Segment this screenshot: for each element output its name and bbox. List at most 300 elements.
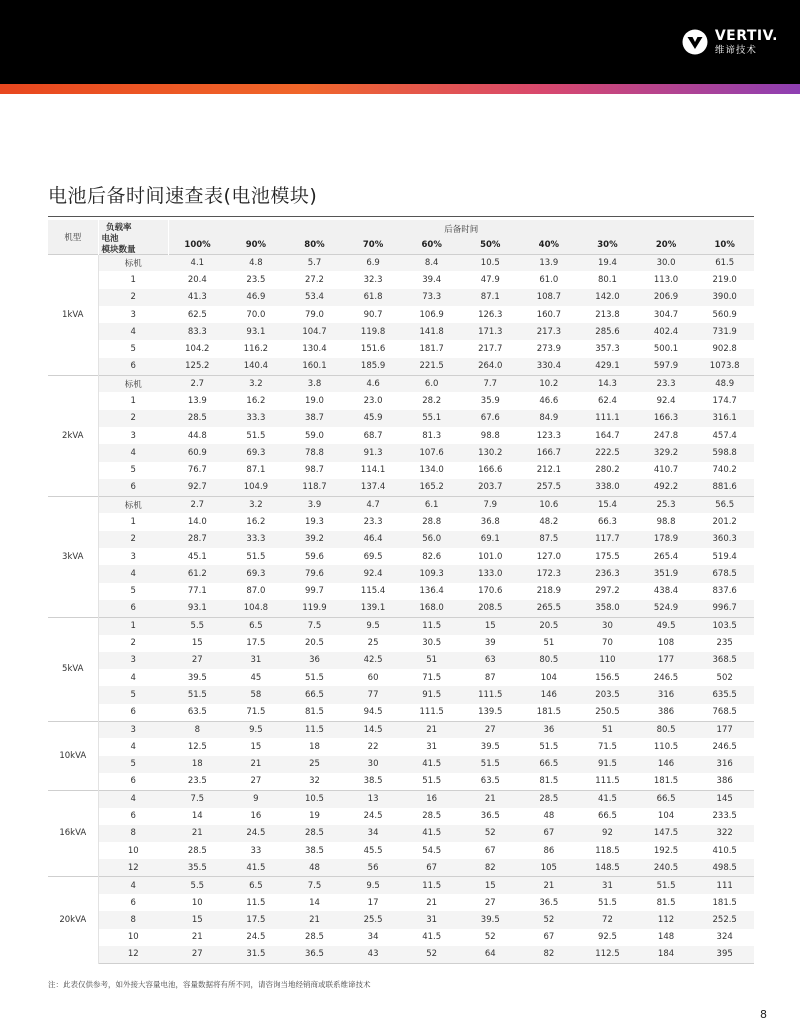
backup-time-cell: 598.8 xyxy=(695,444,754,461)
backup-time-cell: 4.6 xyxy=(344,375,403,392)
model-cell: 2kVA xyxy=(48,375,98,496)
backup-time-cell: 73.3 xyxy=(402,289,461,306)
backup-time-cell: 125.2 xyxy=(168,358,227,375)
title-divider xyxy=(48,216,754,217)
backup-time-cell: 24.5 xyxy=(246,932,266,943)
backup-time-cell: 51.5 xyxy=(422,776,442,787)
module-count-cell: 8 xyxy=(98,825,168,842)
backup-time-cell: 10.6 xyxy=(520,496,579,513)
backup-time-cell: 104.8 xyxy=(227,600,286,617)
table-row xyxy=(48,565,754,582)
backup-time-cell: 5.5 xyxy=(168,617,227,634)
backup-time-cell: 146 xyxy=(637,756,696,773)
backup-time-cell: 20.5 xyxy=(520,617,579,634)
backup-time-cell: 41.5 xyxy=(227,859,286,876)
backup-time-cell: 246.5 xyxy=(712,741,737,752)
backup-time-cell: 386 xyxy=(716,776,733,787)
backup-time-cell: 71.5 xyxy=(597,741,617,752)
backup-time-cell: 9.5 xyxy=(344,877,403,894)
backup-time-cell: 15 xyxy=(250,741,262,752)
backup-time-cell: 32.3 xyxy=(363,274,383,285)
backup-time-cell: 111.5 xyxy=(419,707,444,718)
backup-time-cell: 492.2 xyxy=(637,479,696,496)
table-row xyxy=(48,842,754,859)
backup-time-cell: 240.5 xyxy=(637,859,696,876)
backup-time-cell: 51.5 xyxy=(597,897,617,908)
header-accent-bar xyxy=(0,84,800,94)
module-count-cell: 6 xyxy=(98,600,168,617)
backup-time-cell: 17.5 xyxy=(246,638,266,649)
backup-time-cell: 233.5 xyxy=(712,811,737,822)
backup-time-cell: 107.6 xyxy=(402,444,461,461)
corner-header xyxy=(98,220,168,254)
backup-time-cell: 108 xyxy=(657,638,675,649)
backup-time-cell: 82 xyxy=(461,859,520,876)
backup-time-cell: 438.4 xyxy=(653,586,679,597)
backup-time-cell: 7.7 xyxy=(461,375,520,392)
backup-time-cell: 104.7 xyxy=(285,323,344,340)
backup-time-cell: 192.5 xyxy=(653,845,679,856)
backup-time-cell: 130.2 xyxy=(461,444,520,461)
backup-time-cell: 13 xyxy=(344,790,403,807)
backup-time-cell: 280.2 xyxy=(595,465,620,476)
backup-time-cell: 386 xyxy=(657,707,675,718)
backup-time-cell: 174.7 xyxy=(712,396,737,407)
backup-time-cell: 106.9 xyxy=(419,309,444,320)
backup-time-cell: 246.5 xyxy=(653,672,679,683)
backup-time-cell: 93.1 xyxy=(227,323,286,340)
backup-time-cell: 92.5 xyxy=(597,932,617,943)
vertiv-logo xyxy=(682,27,778,57)
backup-time-cell: 597.9 xyxy=(637,358,696,375)
table-row xyxy=(48,911,754,928)
backup-time-cell: 81.5 xyxy=(539,776,559,787)
module-count-cell: 5 xyxy=(130,465,136,476)
backup-time-cell: 38.5 xyxy=(363,776,383,787)
module-count-cell: 3 xyxy=(130,309,136,320)
backup-time-cell: 137.4 xyxy=(344,479,403,496)
module-count-cell: 12 xyxy=(98,859,168,876)
backup-time-cell: 740.2 xyxy=(712,465,737,476)
backup-time-cell: 14.5 xyxy=(344,721,403,738)
backup-time-cell: 63 xyxy=(461,652,520,669)
backup-time-cell: 67 xyxy=(543,932,555,943)
table-row xyxy=(48,652,754,669)
backup-time-cell: 3.8 xyxy=(285,375,344,392)
backup-time-cell: 11.5 xyxy=(402,617,461,634)
backup-time-cell: 63.5 xyxy=(187,707,207,718)
backup-time-cell: 46.9 xyxy=(227,289,286,306)
backup-time-cell: 112 xyxy=(637,911,696,928)
backup-time-cell: 3.2 xyxy=(227,496,286,513)
backup-time-cell: 28.7 xyxy=(168,531,227,548)
backup-time-cell: 13.9 xyxy=(520,254,579,271)
load-level-header: 20% xyxy=(637,237,696,254)
backup-time-cell: 45 xyxy=(250,672,262,683)
backup-time-cell: 59.0 xyxy=(305,430,324,441)
backup-time-cell: 48.9 xyxy=(695,375,754,392)
backup-time-cell: 51.5 xyxy=(168,686,227,703)
backup-time-cell: 560.9 xyxy=(712,309,737,320)
backup-time-cell: 56 xyxy=(344,859,403,876)
backup-time-cell: 768.5 xyxy=(712,707,737,718)
backup-time-cell: 31 xyxy=(578,877,637,894)
backup-time-cell: 104.2 xyxy=(185,344,210,355)
backup-time-cell: 87.5 xyxy=(520,531,579,548)
model-cell: 16kVA xyxy=(48,790,98,876)
backup-time-cell: 67 xyxy=(484,845,496,856)
backup-time-cell: 10 xyxy=(191,897,203,908)
backup-time-cell: 21 xyxy=(168,825,227,842)
backup-time-cell: 53.4 xyxy=(285,289,344,306)
backup-time-cell: 113.0 xyxy=(653,274,679,285)
backup-time-cell: 181.7 xyxy=(419,344,444,355)
backup-time-cell: 35.5 xyxy=(168,859,227,876)
module-count-cell: 5 xyxy=(130,586,136,597)
backup-time-cell: 34 xyxy=(344,825,403,842)
backup-time-cell: 94.5 xyxy=(363,707,383,718)
table-row xyxy=(48,877,754,894)
backup-time-cell: 30.5 xyxy=(422,638,442,649)
backup-time-cell: 148 xyxy=(657,932,675,943)
backup-time-cell: 110 xyxy=(578,652,637,669)
backup-time-cell: 22 xyxy=(367,741,379,752)
backup-time-cell: 360.3 xyxy=(695,531,754,548)
backup-time-cell: 881.6 xyxy=(695,479,754,496)
backup-time-cell: 67 xyxy=(402,859,461,876)
table-row xyxy=(48,513,754,530)
backup-time-cell: 12.5 xyxy=(187,741,207,752)
backup-time-cell: 52 xyxy=(520,911,579,928)
backup-time-cell: 177 xyxy=(637,652,696,669)
backup-time-cell: 265.5 xyxy=(520,600,579,617)
backup-time-cell: 6.5 xyxy=(227,877,286,894)
backup-time-cell: 82 xyxy=(520,946,579,963)
backup-time-cell: 25 xyxy=(285,756,344,773)
module-count-cell: 2 xyxy=(98,289,168,306)
table-row xyxy=(48,496,754,513)
backup-time-cell: 93.1 xyxy=(168,600,227,617)
backup-time-cell: 108.7 xyxy=(520,289,579,306)
backup-time-cell: 13.9 xyxy=(187,396,207,407)
backup-time-cell: 136.4 xyxy=(419,586,444,597)
backup-time-cell: 48 xyxy=(285,859,344,876)
module-count-cell: 3 xyxy=(98,652,168,669)
backup-time-cell: 92.4 xyxy=(344,565,403,582)
brand-subtitle: 维谛技术 xyxy=(714,44,757,56)
backup-time-cell: 46.6 xyxy=(539,396,559,407)
backup-time-cell: 133.0 xyxy=(461,565,520,582)
backup-time-cell: 103.5 xyxy=(695,617,754,634)
backup-time-cell: 11.5 xyxy=(402,877,461,894)
backup-time-cell: 111.1 xyxy=(578,410,637,427)
module-count-cell: 3 xyxy=(130,551,136,562)
backup-time-cell: 79.0 xyxy=(305,309,324,320)
backup-time-cell: 221.5 xyxy=(402,358,461,375)
backup-time-cell: 139.5 xyxy=(478,707,503,718)
backup-time-cell: 115.4 xyxy=(360,586,386,597)
backup-time-cell: 9.5 xyxy=(227,721,286,738)
backup-time-cell: 66.3 xyxy=(597,517,617,528)
backup-time-cell: 6.9 xyxy=(344,254,403,271)
backup-time-cell: 104 xyxy=(657,811,675,822)
backup-time-cell: 10.2 xyxy=(520,375,579,392)
backup-time-cell: 61.8 xyxy=(344,289,403,306)
model-cell: 1kVA xyxy=(48,254,98,375)
backup-time-cell: 15 xyxy=(168,911,227,928)
backup-time-cell: 39.2 xyxy=(285,531,344,548)
backup-time-cell: 23.3 xyxy=(363,517,383,528)
backup-time-cell: 61.2 xyxy=(168,565,227,582)
module-count-cell: 1 xyxy=(130,517,136,528)
table-row xyxy=(48,531,754,548)
model-cell: 3kVA xyxy=(48,496,98,617)
backup-time-cell: 519.4 xyxy=(712,551,737,562)
load-level-header: 40% xyxy=(520,237,579,254)
table-row xyxy=(48,548,754,565)
backup-time-cell: 33 xyxy=(250,845,262,856)
backup-time-cell: 14.0 xyxy=(187,517,207,528)
battery-label-line2: 模块数量 xyxy=(101,244,136,255)
backup-time-cell: 119.9 xyxy=(285,600,344,617)
table-row xyxy=(48,635,754,652)
load-level-header: 90% xyxy=(227,237,286,254)
backup-time-cell: 87.1 xyxy=(461,289,520,306)
backup-time-cell: 28.8 xyxy=(422,517,442,528)
module-count-cell: 6 xyxy=(130,776,136,787)
backup-time-cell: 837.6 xyxy=(712,586,737,597)
module-count-cell: 8 xyxy=(98,911,168,928)
backup-time-cell: 6.0 xyxy=(402,375,461,392)
backup-time-cell: 217.7 xyxy=(478,344,503,355)
backup-time-cell: 41.5 xyxy=(422,932,442,943)
backup-time-cell: 15 xyxy=(191,638,203,649)
backup-time-cell: 330.4 xyxy=(520,358,579,375)
backup-time-cell: 54.5 xyxy=(422,845,442,856)
module-count-cell: 4 xyxy=(98,877,168,894)
backup-time-cell: 28.2 xyxy=(422,396,442,407)
backup-time-cell: 9.5 xyxy=(344,617,403,634)
backup-time-cell: 19.0 xyxy=(305,396,324,407)
backup-time-cell: 16 xyxy=(402,790,461,807)
backup-time-cell: 86 xyxy=(543,845,555,856)
backup-time-cell: 145 xyxy=(695,790,754,807)
module-count-cell: 4 xyxy=(130,672,136,683)
backup-time-cell: 5.5 xyxy=(168,877,227,894)
table-row xyxy=(48,323,754,340)
backup-time-cell: 39 xyxy=(484,638,496,649)
backup-time-cell: 27 xyxy=(168,946,227,963)
backup-time-cell: 66.5 xyxy=(597,811,617,822)
backup-time-cell: 27 xyxy=(484,897,496,908)
backup-time-cell: 31.5 xyxy=(227,946,286,963)
table-row xyxy=(48,686,754,703)
backup-time-cell: 14 xyxy=(191,811,203,822)
backup-time-cell: 42.5 xyxy=(344,652,403,669)
backup-time-cell: 8.4 xyxy=(402,254,461,271)
backup-time-cell: 395 xyxy=(695,946,754,963)
backup-time-cell: 11.5 xyxy=(246,897,266,908)
module-count-cell: 6 xyxy=(98,358,168,375)
page-number: 8 xyxy=(760,1008,767,1021)
backup-time-cell: 16 xyxy=(250,811,262,822)
backup-time-cell: 185.9 xyxy=(344,358,403,375)
backup-time-cell: 80.1 xyxy=(597,274,617,285)
backup-time-cell: 110.5 xyxy=(653,741,679,752)
table-row xyxy=(48,444,754,461)
backup-time-cell: 69.3 xyxy=(227,565,286,582)
backup-time-cell: 203.7 xyxy=(461,479,520,496)
backup-time-cell: 101.0 xyxy=(478,551,503,562)
backup-time-cell: 15 xyxy=(461,877,520,894)
backup-time-cell: 51.5 xyxy=(637,877,696,894)
backup-time-cell: 338.0 xyxy=(578,479,637,496)
backup-time-cell: 31 xyxy=(402,911,461,928)
backup-time-cell: 80.5 xyxy=(637,721,696,738)
backup-time-cell: 66.5 xyxy=(637,790,696,807)
backup-time-cell: 98.8 xyxy=(656,517,676,528)
table-row xyxy=(48,704,754,721)
backup-time-cell: 2.7 xyxy=(168,496,227,513)
backup-time-cell: 457.4 xyxy=(712,430,737,441)
backup-time-cell: 90.7 xyxy=(363,309,383,320)
backup-time-cell: 17 xyxy=(367,897,379,908)
backup-time-cell: 41.3 xyxy=(168,289,227,306)
backup-time-cell: 51 xyxy=(402,652,461,669)
backup-time-cell: 264.0 xyxy=(461,358,520,375)
backup-time-table xyxy=(48,220,754,964)
backup-time-cell: 996.7 xyxy=(695,600,754,617)
backup-time-cell: 178.9 xyxy=(637,531,696,548)
backup-time-cell: 35.9 xyxy=(480,396,500,407)
backup-time-cell: 502 xyxy=(716,672,733,683)
brand-name: VERTIV. xyxy=(714,27,778,44)
backup-time-cell: 142.0 xyxy=(578,289,637,306)
backup-time-cell: 51.5 xyxy=(246,430,266,441)
backup-time-cell: 316 xyxy=(695,756,754,773)
backup-time-cell: 23.3 xyxy=(637,375,696,392)
module-count-cell: 标机 xyxy=(98,496,168,513)
table-row xyxy=(48,738,754,755)
backup-time-cell: 285.6 xyxy=(578,323,637,340)
backup-time-cell: 7.5 xyxy=(168,790,227,807)
backup-time-cell: 27.2 xyxy=(305,274,324,285)
backup-time-cell: 8 xyxy=(168,721,227,738)
backup-time-cell: 58 xyxy=(227,686,286,703)
backup-time-cell: 38.5 xyxy=(305,845,324,856)
backup-time-cell: 98.8 xyxy=(480,430,500,441)
backup-time-cell: 316 xyxy=(637,686,696,703)
table-row xyxy=(48,289,754,306)
backup-time-cell: 324 xyxy=(716,932,733,943)
backup-time-cell: 203.5 xyxy=(578,686,637,703)
backup-time-cell: 351.9 xyxy=(637,565,696,582)
backup-time-cell: 21 xyxy=(461,790,520,807)
backup-time-cell: 31 xyxy=(426,741,438,752)
backup-time-cell: 91.5 xyxy=(578,756,637,773)
backup-time-cell: 84.9 xyxy=(520,410,579,427)
backup-time-cell: 48 xyxy=(543,811,555,822)
footnote: 注：此表仅供参考，如外接大容量电池，容量数据将有所不同，请咨询当地经销商或联系维谛技术 xyxy=(48,980,371,989)
backup-time-cell: 30 xyxy=(344,756,403,773)
backup-time-cell: 219.0 xyxy=(712,274,737,285)
backup-time-cell: 146 xyxy=(520,686,579,703)
backup-time-cell: 114.1 xyxy=(360,465,386,476)
backup-time-cell: 6.5 xyxy=(227,617,286,634)
table-row xyxy=(48,808,754,825)
backup-time-cell: 25.3 xyxy=(637,496,696,513)
backup-time-cell: 500.1 xyxy=(653,344,679,355)
backup-time-cell: 64 xyxy=(461,946,520,963)
backup-time-cell: 82.6 xyxy=(422,551,442,562)
table-row xyxy=(48,669,754,686)
backup-time-cell: 1073.8 xyxy=(695,358,754,375)
backup-time-cell: 28.5 xyxy=(520,790,579,807)
backup-time-cell: 172.3 xyxy=(520,565,579,582)
load-level-header: 60% xyxy=(402,237,461,254)
backup-time-cell: 67 xyxy=(520,825,579,842)
backup-time-header: 后备时间 xyxy=(168,220,754,237)
backup-time-cell: 160.1 xyxy=(285,358,344,375)
backup-time-cell: 206.9 xyxy=(637,289,696,306)
backup-time-cell: 59.6 xyxy=(305,551,324,562)
table-row xyxy=(48,340,754,357)
backup-time-cell: 21 xyxy=(285,911,344,928)
backup-time-cell: 7.5 xyxy=(285,877,344,894)
backup-time-cell: 265.4 xyxy=(653,551,679,562)
backup-time-cell: 36.5 xyxy=(539,897,559,908)
backup-time-cell: 160.7 xyxy=(536,309,562,320)
backup-time-cell: 410.5 xyxy=(712,845,737,856)
backup-time-cell: 109.3 xyxy=(402,565,461,582)
module-count-cell: 4 xyxy=(98,565,168,582)
backup-time-cell: 15.4 xyxy=(578,496,637,513)
backup-time-cell: 21 xyxy=(227,756,286,773)
backup-time-cell: 21 xyxy=(520,877,579,894)
module-count-cell: 标机 xyxy=(98,375,168,392)
table-row xyxy=(48,617,754,634)
backup-time-cell: 52 xyxy=(461,825,520,842)
backup-time-cell: 77 xyxy=(344,686,403,703)
backup-time-cell: 33.3 xyxy=(227,531,286,548)
module-count-cell: 4 xyxy=(130,741,136,752)
module-count-cell: 3 xyxy=(98,721,168,738)
backup-time-cell: 41.5 xyxy=(578,790,637,807)
load-level-header: 30% xyxy=(578,237,637,254)
backup-time-cell: 36 xyxy=(520,721,579,738)
backup-time-cell: 316.1 xyxy=(695,410,754,427)
backup-time-cell: 21 xyxy=(191,932,203,943)
backup-time-cell: 80.5 xyxy=(520,652,579,669)
table-row xyxy=(48,306,754,323)
backup-time-cell: 18 xyxy=(309,741,320,752)
module-count-cell: 5 xyxy=(98,686,168,703)
backup-time-cell: 63.5 xyxy=(480,776,500,787)
module-count-cell: 10 xyxy=(127,932,139,943)
backup-time-cell: 52 xyxy=(484,932,496,943)
backup-time-cell: 297.2 xyxy=(595,586,620,597)
module-count-cell: 6 xyxy=(130,811,136,822)
backup-time-cell: 72 xyxy=(578,911,637,928)
backup-time-cell: 410.7 xyxy=(653,465,679,476)
backup-time-cell: 166.7 xyxy=(520,444,579,461)
module-count-cell: 10 xyxy=(127,845,139,856)
module-count-cell: 5 xyxy=(98,756,168,773)
backup-time-cell: 76.7 xyxy=(187,465,207,476)
backup-time-cell: 118.7 xyxy=(285,479,344,496)
backup-time-cell: 6.1 xyxy=(402,496,461,513)
backup-time-cell: 524.9 xyxy=(637,600,696,617)
